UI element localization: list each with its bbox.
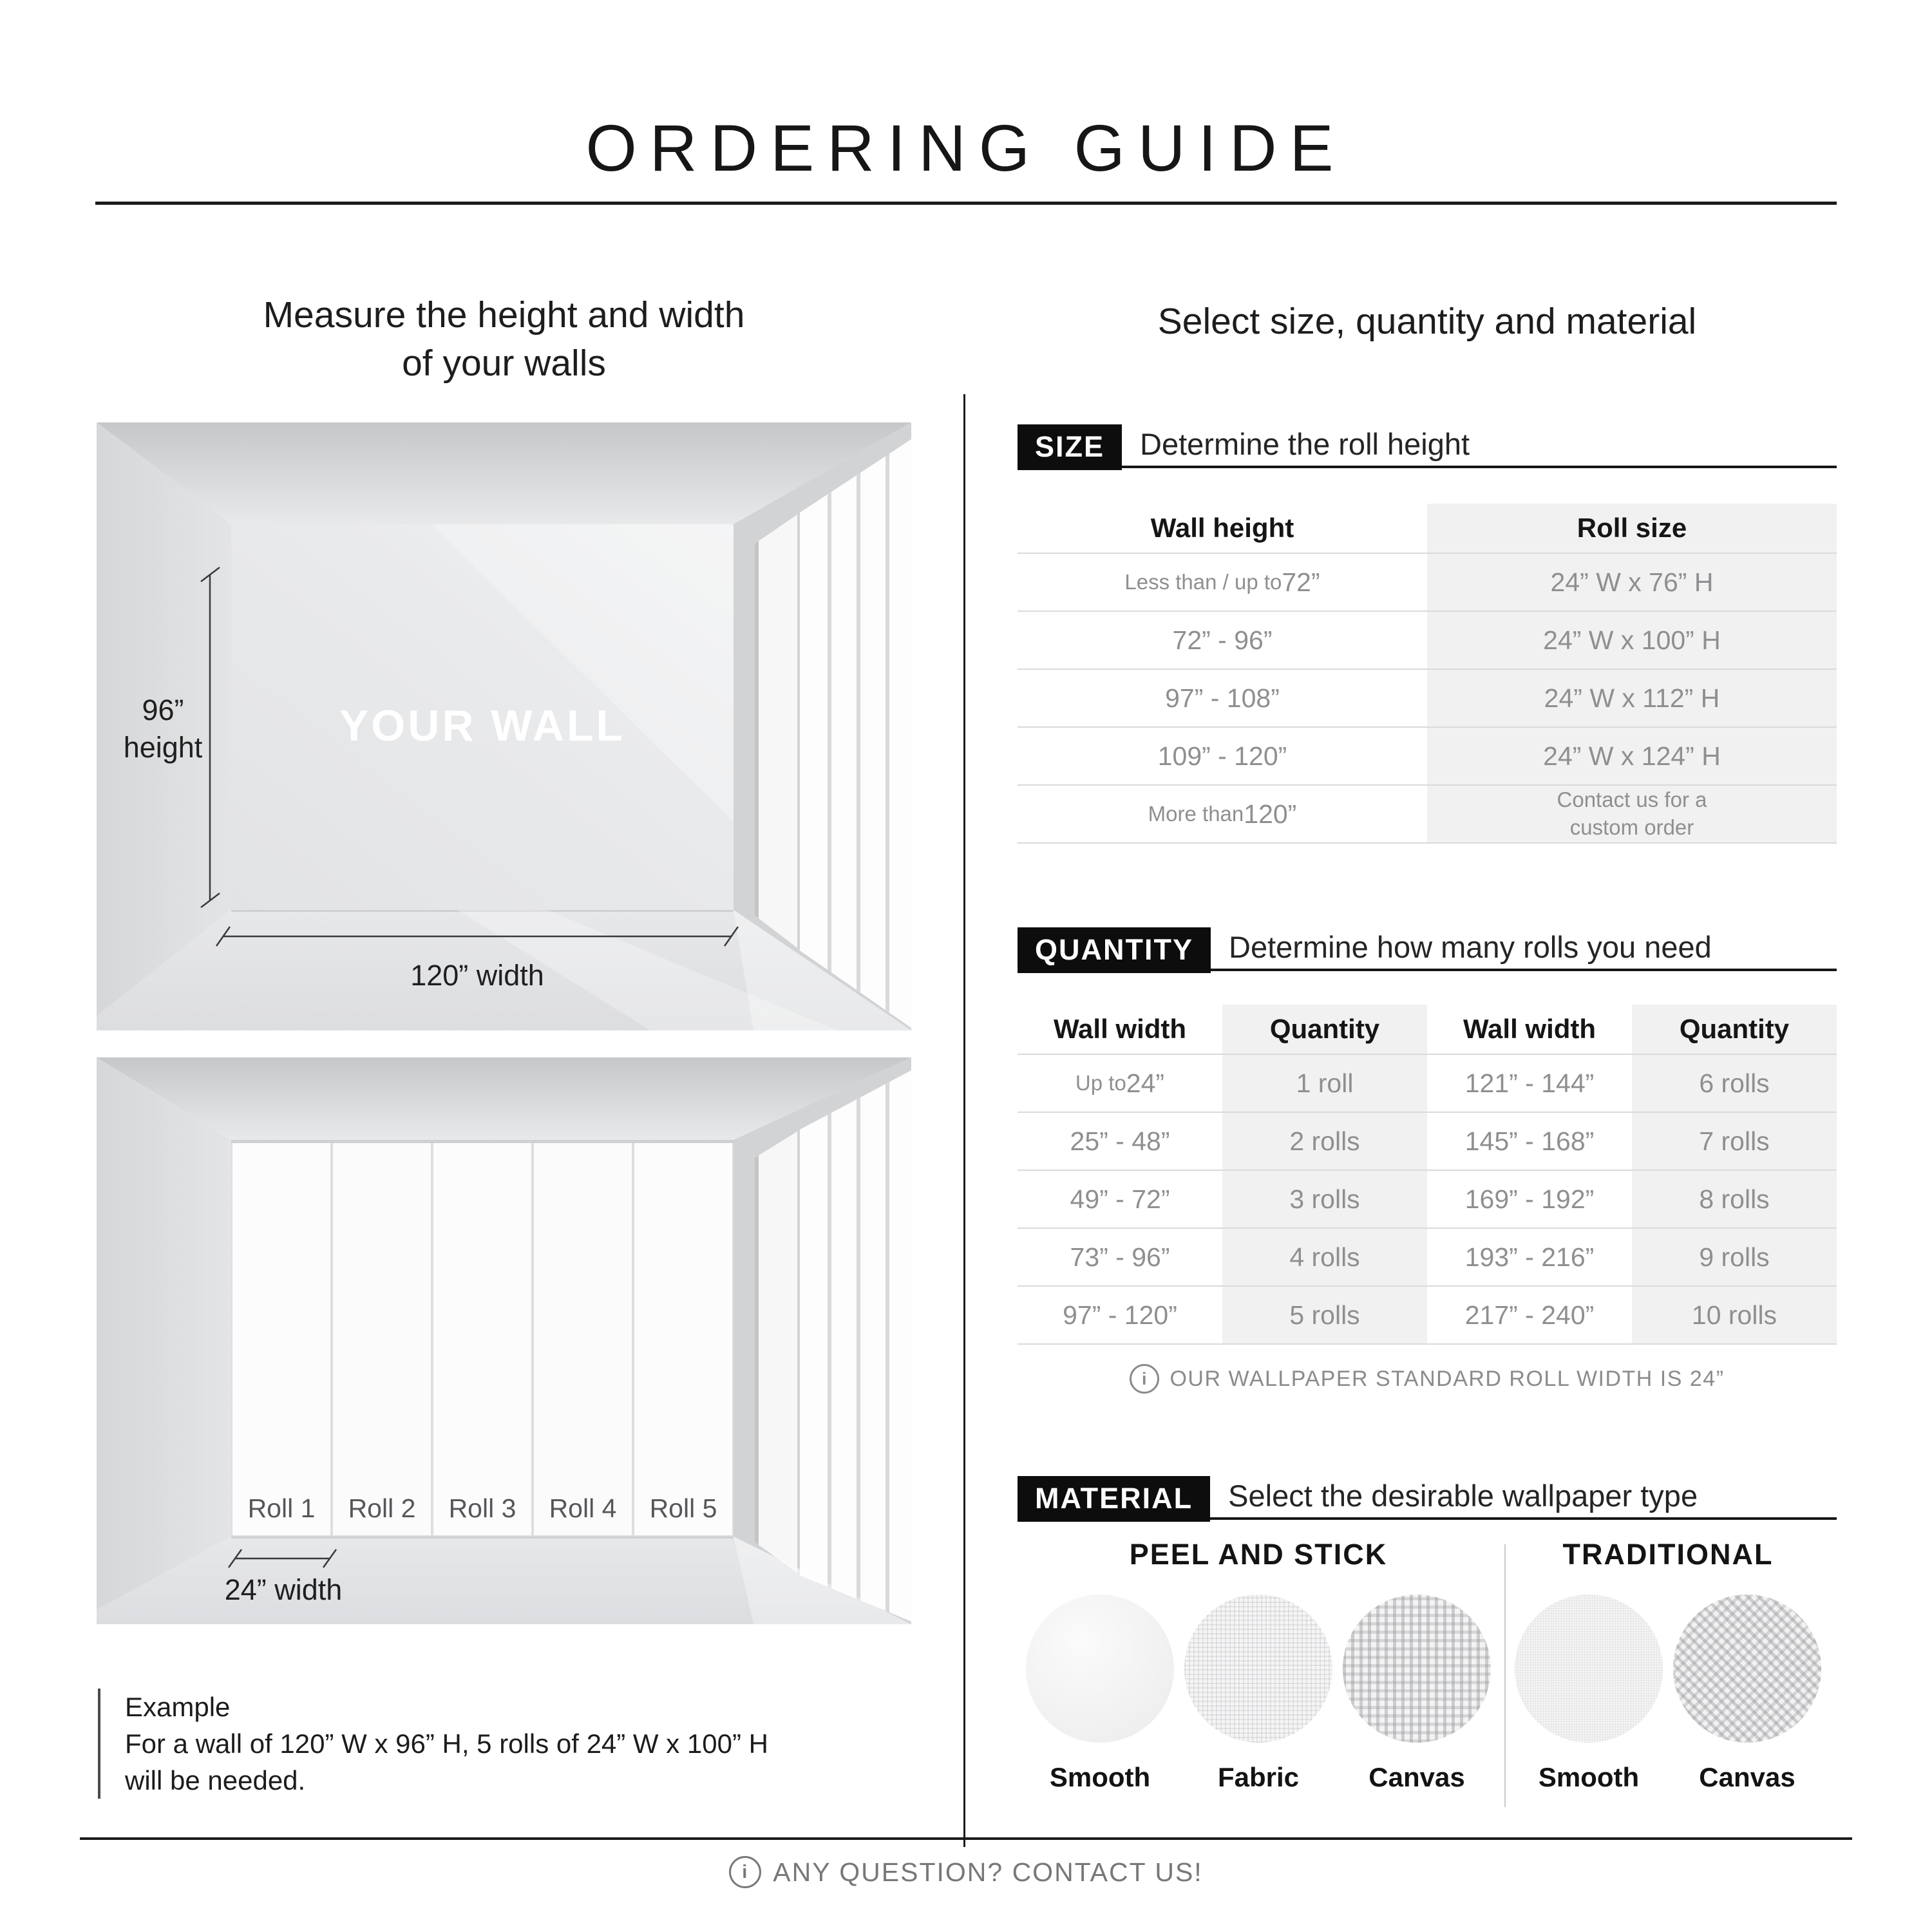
canvas-swatch bbox=[1673, 1595, 1821, 1743]
header-divider bbox=[95, 202, 1837, 205]
material-section-header bbox=[1018, 1476, 1837, 1520]
group-name: TRADITIONAL bbox=[1562, 1538, 1774, 1571]
example-line2: will be needed. bbox=[125, 1765, 306, 1796]
wall-height-column-header: Wall height bbox=[1150, 513, 1294, 543]
example-block bbox=[98, 1689, 917, 1799]
page-title: ORDERING GUIDE bbox=[585, 111, 1347, 185]
window-panes bbox=[800, 439, 911, 1028]
wall-width-cell: 121” - 144” bbox=[1464, 1068, 1595, 1098]
roll-panel bbox=[232, 1142, 330, 1535]
size-table-row bbox=[1018, 668, 1837, 726]
quantity-section-header bbox=[1018, 927, 1837, 971]
roll-label: Roll 5 bbox=[649, 1493, 717, 1523]
wall-width-cell bbox=[1018, 1229, 1222, 1285]
size-table-row bbox=[1018, 726, 1837, 784]
material-group-divider bbox=[1504, 1544, 1506, 1807]
wall-height-value: 72” bbox=[1282, 567, 1320, 597]
size-table-row bbox=[1018, 611, 1837, 668]
smooth-swatch bbox=[1026, 1595, 1174, 1743]
quantity-cell: 3 rolls bbox=[1222, 1171, 1427, 1227]
quantity-table-row bbox=[1018, 1285, 1837, 1343]
wall-height-value: 109” - 120” bbox=[1157, 741, 1287, 771]
roll-size-cell bbox=[1427, 786, 1837, 842]
material-option-label: Fabric bbox=[1217, 1762, 1300, 1792]
roll-size-cell: 24” W x 124” H bbox=[1427, 728, 1837, 784]
size-section-title: Determine the roll height bbox=[1140, 427, 1470, 461]
wall-height-value: 120” bbox=[1244, 799, 1297, 829]
wall-width-value: 24” bbox=[1126, 1068, 1165, 1098]
wall-width-cell bbox=[1018, 1055, 1222, 1112]
material-option-fabric bbox=[1184, 1595, 1332, 1793]
material-group-traditional bbox=[1499, 1538, 1837, 1793]
window-mullion bbox=[828, 1113, 831, 1589]
custom-order-line2: custom order bbox=[1569, 815, 1694, 839]
roll-width-note bbox=[1018, 1364, 1837, 1394]
swatch-row bbox=[1515, 1595, 1821, 1793]
wall-width-cell: 145” - 168” bbox=[1464, 1126, 1595, 1156]
quantity-cell: 9 rolls bbox=[1632, 1229, 1837, 1285]
wall-width-cell: 217” - 240” bbox=[1464, 1300, 1595, 1330]
example-line1: For a wall of 120” W x 96” H, 5 rolls of 24” W x 100” H bbox=[125, 1728, 768, 1759]
wall-width-value: 25” - 48” bbox=[1070, 1126, 1170, 1156]
footer bbox=[0, 1856, 1932, 1888]
wall-width-cell bbox=[1018, 1287, 1222, 1343]
roll-width-label: 24” width bbox=[224, 1573, 343, 1606]
material-section-title: Select the desirable wallpaper type bbox=[1228, 1479, 1698, 1513]
roll-panel bbox=[634, 1142, 732, 1535]
material-option-smooth bbox=[1026, 1595, 1174, 1793]
roll-panel bbox=[333, 1142, 431, 1535]
roll-label: Roll 4 bbox=[549, 1493, 617, 1523]
material-option-canvas bbox=[1343, 1595, 1491, 1793]
room2-svg bbox=[97, 1057, 911, 1624]
wall-width-column-header: Wall width bbox=[1053, 1014, 1187, 1044]
swatch-row bbox=[1026, 1595, 1491, 1793]
wall-width-value: 73” - 96” bbox=[1070, 1242, 1170, 1272]
quantity-column-header: Quantity bbox=[1632, 1005, 1837, 1054]
wall-width-cell: 193” - 216” bbox=[1464, 1242, 1595, 1272]
quantity-section-title: Determine how many rolls you need bbox=[1229, 930, 1712, 964]
quantity-cell: 7 rolls bbox=[1632, 1113, 1837, 1170]
window-mullion bbox=[828, 492, 831, 972]
material-option-label: Canvas bbox=[1699, 1762, 1795, 1792]
quantity-cell: 8 rolls bbox=[1632, 1171, 1837, 1227]
wall-height-prefix: More than bbox=[1148, 802, 1244, 826]
panel-top-shadow bbox=[231, 1140, 734, 1143]
roll-size-cell: 24” W x 76” H bbox=[1427, 554, 1837, 611]
wall-height-cell bbox=[1018, 670, 1427, 726]
room-illustration-rolls bbox=[97, 1057, 911, 1624]
wall-height-value: 97” - 108” bbox=[1165, 683, 1280, 713]
roll-label: Roll 3 bbox=[448, 1493, 516, 1523]
wall-height-prefix: Less than / up to bbox=[1124, 570, 1282, 594]
quantity-table-header bbox=[1018, 1005, 1837, 1054]
wall-height-value: 72” - 96” bbox=[1172, 625, 1273, 655]
size-section-header bbox=[1018, 424, 1837, 468]
left-column-heading bbox=[97, 291, 911, 388]
roll-size-column-header: Roll size bbox=[1427, 504, 1837, 553]
wall-height-cell bbox=[1018, 786, 1427, 842]
roll-panel bbox=[433, 1142, 531, 1535]
roll-size-cell: 24” W x 112” H bbox=[1427, 670, 1837, 726]
wall-floor-shadow bbox=[231, 1537, 734, 1539]
window-mullion bbox=[886, 453, 889, 1012]
footer-divider bbox=[80, 1837, 1852, 1840]
size-table-row bbox=[1018, 784, 1837, 842]
roll-label: Roll 2 bbox=[348, 1493, 416, 1523]
material-groups bbox=[1018, 1538, 1837, 1793]
left-heading-line2: of your walls bbox=[402, 343, 606, 384]
quantity-cell: 2 rolls bbox=[1222, 1113, 1427, 1170]
quantity-table-row bbox=[1018, 1112, 1837, 1170]
wall-width-value: 97” - 120” bbox=[1063, 1300, 1177, 1330]
quantity-cell: 10 rolls bbox=[1632, 1287, 1837, 1343]
column-divider bbox=[963, 394, 965, 1847]
material-option-label: Canvas bbox=[1368, 1762, 1465, 1792]
roll-panel bbox=[534, 1142, 632, 1535]
quantity-table bbox=[1018, 1005, 1837, 1345]
wall-height-cell bbox=[1018, 728, 1427, 784]
quantity-cell: 5 rolls bbox=[1222, 1287, 1427, 1343]
window-frame bbox=[759, 1132, 797, 1573]
size-table bbox=[1018, 504, 1837, 844]
material-group-peel-and-stick bbox=[1018, 1538, 1499, 1793]
size-table-row bbox=[1018, 553, 1837, 611]
window-frame-shadow bbox=[755, 541, 759, 918]
room1-svg bbox=[97, 422, 911, 1030]
note-text: OUR WALLPAPER STANDARD ROLL WIDTH IS 24” bbox=[1170, 1366, 1725, 1391]
material-option-canvas bbox=[1673, 1595, 1821, 1793]
quantity-table-row bbox=[1018, 1227, 1837, 1285]
room-illustration-measure bbox=[97, 422, 911, 1030]
height-value-label: 96” bbox=[142, 694, 184, 726]
left-heading-line1: Measure the height and width bbox=[263, 294, 745, 336]
quantity-cell: 6 rolls bbox=[1632, 1055, 1837, 1112]
window-frame-shadow bbox=[755, 1155, 759, 1545]
your-wall-label: YOUR WALL bbox=[339, 701, 625, 750]
wall-width-value: 49” - 72” bbox=[1070, 1184, 1170, 1214]
footer-text: ANY QUESTION? CONTACT US! bbox=[773, 1857, 1203, 1887]
group-name: PEEL AND STICK bbox=[1129, 1538, 1388, 1571]
width-label: 120” width bbox=[410, 959, 544, 992]
info-icon: i bbox=[729, 1856, 761, 1888]
info-icon: i bbox=[1130, 1364, 1159, 1394]
fabric-swatch bbox=[1184, 1595, 1332, 1743]
smooth-swatch bbox=[1515, 1595, 1663, 1743]
size-badge: SIZE bbox=[1018, 424, 1122, 470]
window-panes bbox=[800, 1070, 911, 1622]
window-mullion bbox=[886, 1082, 889, 1613]
quantity-cell: 4 rolls bbox=[1222, 1229, 1427, 1285]
height-word-label: height bbox=[123, 731, 203, 764]
quantity-cell: 1 roll bbox=[1222, 1055, 1427, 1112]
window-frame bbox=[759, 515, 797, 948]
material-option-label: Smooth bbox=[1049, 1762, 1151, 1792]
wall-height-cell bbox=[1018, 554, 1427, 611]
wall-width-column-header: Wall width bbox=[1463, 1014, 1596, 1044]
wall-width-prefix: Up to bbox=[1075, 1071, 1126, 1095]
wall-width-cell bbox=[1018, 1113, 1222, 1170]
roll-label: Roll 1 bbox=[247, 1493, 316, 1523]
size-table-header bbox=[1018, 504, 1837, 553]
material-badge: MATERIAL bbox=[1018, 1476, 1210, 1522]
left-wall bbox=[97, 1057, 231, 1610]
wall-width-cell bbox=[1018, 1171, 1222, 1227]
roll-size-cell: 24” W x 100” H bbox=[1427, 612, 1837, 668]
quantity-table-row bbox=[1018, 1170, 1837, 1227]
right-column-heading: Select size, quantity and material bbox=[1157, 301, 1697, 342]
example-title: Example bbox=[125, 1692, 231, 1722]
material-option-smooth bbox=[1515, 1595, 1663, 1793]
canvas-swatch bbox=[1343, 1595, 1491, 1743]
custom-order-line1: Contact us for a bbox=[1557, 788, 1707, 812]
wall-height-cell bbox=[1018, 612, 1427, 668]
wall-width-cell: 169” - 192” bbox=[1464, 1184, 1595, 1214]
quantity-table-row bbox=[1018, 1054, 1837, 1112]
quantity-column-header: Quantity bbox=[1222, 1005, 1427, 1054]
quantity-badge: QUANTITY bbox=[1018, 927, 1211, 973]
window-mullion bbox=[857, 1097, 860, 1602]
material-option-label: Smooth bbox=[1538, 1762, 1640, 1792]
window-mullion bbox=[857, 473, 860, 992]
